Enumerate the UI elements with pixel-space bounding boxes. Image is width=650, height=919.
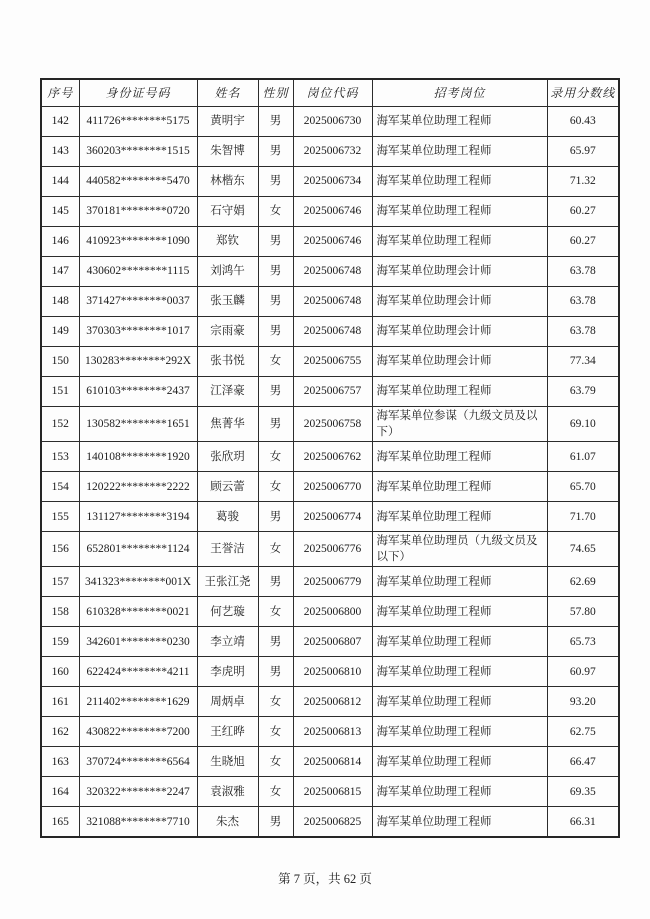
cell-admission-score: 60.97 xyxy=(547,657,619,687)
table-row xyxy=(41,407,619,442)
cell-name: 何艺璇 xyxy=(197,597,258,627)
cell-name: 朱杰 xyxy=(197,807,258,838)
cell-position: 海军某单位助理工程师 xyxy=(372,807,547,838)
cell-serial-number: 165 xyxy=(41,807,79,838)
cell-position-code: 2025006814 xyxy=(293,747,372,777)
cell-position: 海军某单位助理工程师 xyxy=(372,717,547,747)
cell-id-number: 360203********1515 xyxy=(79,137,197,167)
cell-gender: 男 xyxy=(258,657,293,687)
cell-id-number: 370724********6564 xyxy=(79,747,197,777)
cell-position: 海军某单位助理工程师 xyxy=(372,597,547,627)
table-row xyxy=(41,347,619,377)
cell-position-code: 2025006746 xyxy=(293,197,372,227)
cell-serial-number: 148 xyxy=(41,287,79,317)
cell-serial-number: 159 xyxy=(41,627,79,657)
cell-name: 李虎明 xyxy=(197,657,258,687)
cell-gender: 男 xyxy=(258,377,293,407)
cell-serial-number: 156 xyxy=(41,532,79,567)
cell-gender: 女 xyxy=(258,442,293,472)
cell-id-number: 411726********5175 xyxy=(79,107,197,137)
cell-position-code: 2025006758 xyxy=(293,407,372,442)
cell-position: 海军某单位助理工程师 xyxy=(372,747,547,777)
cell-position-code: 2025006748 xyxy=(293,317,372,347)
cell-name: 袁淑雅 xyxy=(197,777,258,807)
cell-position: 海军某单位助理工程师 xyxy=(372,472,547,502)
cell-position-code: 2025006813 xyxy=(293,717,372,747)
cell-admission-score: 65.97 xyxy=(547,137,619,167)
cell-name: 宗雨豪 xyxy=(197,317,258,347)
cell-id-number: 320322********2247 xyxy=(79,777,197,807)
cell-id-number: 131127********3194 xyxy=(79,502,197,532)
cell-name: 林楷东 xyxy=(197,167,258,197)
cell-admission-score: 63.78 xyxy=(547,287,619,317)
cell-admission-score: 69.35 xyxy=(547,777,619,807)
cell-admission-score: 61.07 xyxy=(547,442,619,472)
cell-position-code: 2025006770 xyxy=(293,472,372,502)
cell-gender: 女 xyxy=(258,472,293,502)
cell-admission-score: 65.70 xyxy=(547,472,619,502)
cell-gender: 女 xyxy=(258,197,293,227)
table-row xyxy=(41,377,619,407)
cell-gender: 男 xyxy=(258,317,293,347)
cell-position: 海军某单位助理工程师 xyxy=(372,567,547,597)
cell-name: 黄明宇 xyxy=(197,107,258,137)
cell-gender: 男 xyxy=(258,137,293,167)
cell-serial-number: 147 xyxy=(41,257,79,287)
cell-serial-number: 154 xyxy=(41,472,79,502)
cell-id-number: 341323********001X xyxy=(79,567,197,597)
cell-gender: 女 xyxy=(258,532,293,567)
cell-admission-score: 60.43 xyxy=(547,107,619,137)
cell-position: 海军某单位助理工程师 xyxy=(372,502,547,532)
cell-position-code: 2025006810 xyxy=(293,657,372,687)
cell-serial-number: 160 xyxy=(41,657,79,687)
cell-id-number: 140108********1920 xyxy=(79,442,197,472)
cell-position-code: 2025006815 xyxy=(293,777,372,807)
cell-serial-number: 162 xyxy=(41,717,79,747)
cell-position: 海军某单位助理工程师 xyxy=(372,687,547,717)
cell-gender: 女 xyxy=(258,777,293,807)
cell-name: 张书悦 xyxy=(197,347,258,377)
cell-position-code: 2025006757 xyxy=(293,377,372,407)
cell-serial-number: 149 xyxy=(41,317,79,347)
cell-name: 张玉麟 xyxy=(197,287,258,317)
cell-serial-number: 143 xyxy=(41,137,79,167)
cell-admission-score: 93.20 xyxy=(547,687,619,717)
table-body xyxy=(41,107,619,838)
cell-serial-number: 163 xyxy=(41,747,79,777)
cell-position: 海军某单位助理工程师 xyxy=(372,377,547,407)
cell-serial-number: 155 xyxy=(41,502,79,532)
cell-admission-score: 57.80 xyxy=(547,597,619,627)
table-row xyxy=(41,597,619,627)
cell-id-number: 652801********1124 xyxy=(79,532,197,567)
cell-name: 朱智博 xyxy=(197,137,258,167)
cell-gender: 男 xyxy=(258,167,293,197)
table-row xyxy=(41,657,619,687)
cell-id-number: 130283********292X xyxy=(79,347,197,377)
cell-serial-number: 146 xyxy=(41,227,79,257)
cell-admission-score: 60.27 xyxy=(547,197,619,227)
table-row xyxy=(41,747,619,777)
cell-position-code: 2025006732 xyxy=(293,137,372,167)
cell-id-number: 610103********2437 xyxy=(79,377,197,407)
cell-position-code: 2025006779 xyxy=(293,567,372,597)
table-row xyxy=(41,807,619,838)
cell-admission-score: 71.70 xyxy=(547,502,619,532)
cell-id-number: 430602********1115 xyxy=(79,257,197,287)
cell-name: 郑钦 xyxy=(197,227,258,257)
cell-admission-score: 66.47 xyxy=(547,747,619,777)
cell-gender: 女 xyxy=(258,717,293,747)
cell-serial-number: 145 xyxy=(41,197,79,227)
cell-position-code: 2025006800 xyxy=(293,597,372,627)
header-gender: 性别 xyxy=(258,79,293,107)
cell-position-code: 2025006807 xyxy=(293,627,372,657)
cell-serial-number: 150 xyxy=(41,347,79,377)
table-row xyxy=(41,317,619,347)
cell-position: 海军某单位助理工程师 xyxy=(372,227,547,257)
cell-id-number: 371427********0037 xyxy=(79,287,197,317)
cell-position-code: 2025006748 xyxy=(293,287,372,317)
cell-position-code: 2025006746 xyxy=(293,227,372,257)
cell-id-number: 321088********7710 xyxy=(79,807,197,838)
cell-gender: 男 xyxy=(258,407,293,442)
cell-id-number: 370303********1017 xyxy=(79,317,197,347)
cell-position: 海军某单位助理会计师 xyxy=(372,287,547,317)
cell-position-code: 2025006776 xyxy=(293,532,372,567)
cell-serial-number: 151 xyxy=(41,377,79,407)
cell-admission-score: 66.31 xyxy=(547,807,619,838)
cell-admission-score: 62.69 xyxy=(547,567,619,597)
table-row xyxy=(41,532,619,567)
cell-position: 海军某单位助理工程师 xyxy=(372,627,547,657)
cell-position-code: 2025006812 xyxy=(293,687,372,717)
cell-gender: 女 xyxy=(258,747,293,777)
cell-name: 顾云蕾 xyxy=(197,472,258,502)
cell-id-number: 622424********4211 xyxy=(79,657,197,687)
cell-serial-number: 152 xyxy=(41,407,79,442)
cell-serial-number: 144 xyxy=(41,167,79,197)
cell-id-number: 130582********1651 xyxy=(79,407,197,442)
cell-admission-score: 77.34 xyxy=(547,347,619,377)
cell-serial-number: 158 xyxy=(41,597,79,627)
header-position-code: 岗位代码 xyxy=(293,79,372,107)
cell-gender: 男 xyxy=(258,257,293,287)
cell-name: 生晓旭 xyxy=(197,747,258,777)
cell-name: 周炳卓 xyxy=(197,687,258,717)
cell-name: 焦菁华 xyxy=(197,407,258,442)
cell-name: 石守娟 xyxy=(197,197,258,227)
cell-position-code: 2025006748 xyxy=(293,257,372,287)
cell-gender: 女 xyxy=(258,597,293,627)
cell-gender: 女 xyxy=(258,687,293,717)
cell-name: 张欣玥 xyxy=(197,442,258,472)
table-row xyxy=(41,472,619,502)
cell-admission-score: 62.75 xyxy=(547,717,619,747)
cell-position: 海军某单位助理工程师 xyxy=(372,107,547,137)
cell-gender: 男 xyxy=(258,627,293,657)
cell-position-code: 2025006762 xyxy=(293,442,372,472)
table-row xyxy=(41,137,619,167)
cell-gender: 男 xyxy=(258,502,293,532)
cell-name: 李立靖 xyxy=(197,627,258,657)
cell-position: 海军某单位助理工程师 xyxy=(372,137,547,167)
cell-gender: 男 xyxy=(258,567,293,597)
table-row xyxy=(41,107,619,137)
cell-position: 海军某单位助理员（九级文员及以下） xyxy=(372,532,547,567)
cell-position: 海军某单位助理工程师 xyxy=(372,167,547,197)
cell-position: 海军某单位助理工程师 xyxy=(372,442,547,472)
cell-position: 海军某单位助理工程师 xyxy=(372,657,547,687)
cell-id-number: 211402********1629 xyxy=(79,687,197,717)
cell-id-number: 410923********1090 xyxy=(79,227,197,257)
cell-gender: 女 xyxy=(258,347,293,377)
cell-admission-score: 65.73 xyxy=(547,627,619,657)
cell-id-number: 440582********5470 xyxy=(79,167,197,197)
table-row xyxy=(41,167,619,197)
table-row xyxy=(41,442,619,472)
table-row xyxy=(41,287,619,317)
cell-id-number: 610328********0021 xyxy=(79,597,197,627)
cell-name: 王红晔 xyxy=(197,717,258,747)
header-serial-number: 序号 xyxy=(41,79,79,107)
cell-name: 江泽豪 xyxy=(197,377,258,407)
cell-serial-number: 142 xyxy=(41,107,79,137)
page-number-footer: 第 7 页，共 62 页 xyxy=(278,872,372,886)
cell-position-code: 2025006755 xyxy=(293,347,372,377)
table-row xyxy=(41,717,619,747)
table-row xyxy=(41,777,619,807)
header-admission-score: 录用分数线 xyxy=(547,79,619,107)
cell-admission-score: 69.10 xyxy=(547,407,619,442)
cell-position-code: 2025006774 xyxy=(293,502,372,532)
cell-admission-score: 71.32 xyxy=(547,167,619,197)
table-row xyxy=(41,687,619,717)
cell-position: 海军某单位助理会计师 xyxy=(372,317,547,347)
cell-name: 刘鸿午 xyxy=(197,257,258,287)
cell-admission-score: 60.27 xyxy=(547,227,619,257)
table-row xyxy=(41,197,619,227)
cell-admission-score: 63.79 xyxy=(547,377,619,407)
table-header-row xyxy=(41,79,619,107)
cell-admission-score: 63.78 xyxy=(547,257,619,287)
cell-admission-score: 74.65 xyxy=(547,532,619,567)
cell-serial-number: 157 xyxy=(41,567,79,597)
cell-position: 海军某单位参谋（九级文员及以下） xyxy=(372,407,547,442)
cell-gender: 男 xyxy=(258,227,293,257)
header-name: 姓名 xyxy=(197,79,258,107)
table-row xyxy=(41,567,619,597)
cell-admission-score: 63.78 xyxy=(547,317,619,347)
header-id-number: 身份证号码 xyxy=(79,79,197,107)
cell-name: 葛骏 xyxy=(197,502,258,532)
cell-position-code: 2025006734 xyxy=(293,167,372,197)
cell-position: 海军某单位助理工程师 xyxy=(372,197,547,227)
cell-name: 王张江尧 xyxy=(197,567,258,597)
cell-serial-number: 164 xyxy=(41,777,79,807)
cell-gender: 男 xyxy=(258,107,293,137)
cell-position: 海军某单位助理会计师 xyxy=(372,347,547,377)
table-row xyxy=(41,257,619,287)
cell-name: 王誉洁 xyxy=(197,532,258,567)
cell-position-code: 2025006730 xyxy=(293,107,372,137)
cell-id-number: 430822********7200 xyxy=(79,717,197,747)
cell-id-number: 342601********0230 xyxy=(79,627,197,657)
cell-gender: 男 xyxy=(258,807,293,838)
cell-id-number: 370181********0720 xyxy=(79,197,197,227)
table-row xyxy=(41,502,619,532)
cell-gender: 男 xyxy=(258,287,293,317)
cell-position-code: 2025006825 xyxy=(293,807,372,838)
table-row xyxy=(41,627,619,657)
header-position: 招考岗位 xyxy=(372,79,547,107)
cell-serial-number: 153 xyxy=(41,442,79,472)
table-row xyxy=(41,227,619,257)
recruitment-score-table xyxy=(40,78,620,838)
cell-position: 海军某单位助理会计师 xyxy=(372,257,547,287)
cell-serial-number: 161 xyxy=(41,687,79,717)
cell-id-number: 120222********2222 xyxy=(79,472,197,502)
cell-position: 海军某单位助理工程师 xyxy=(372,777,547,807)
